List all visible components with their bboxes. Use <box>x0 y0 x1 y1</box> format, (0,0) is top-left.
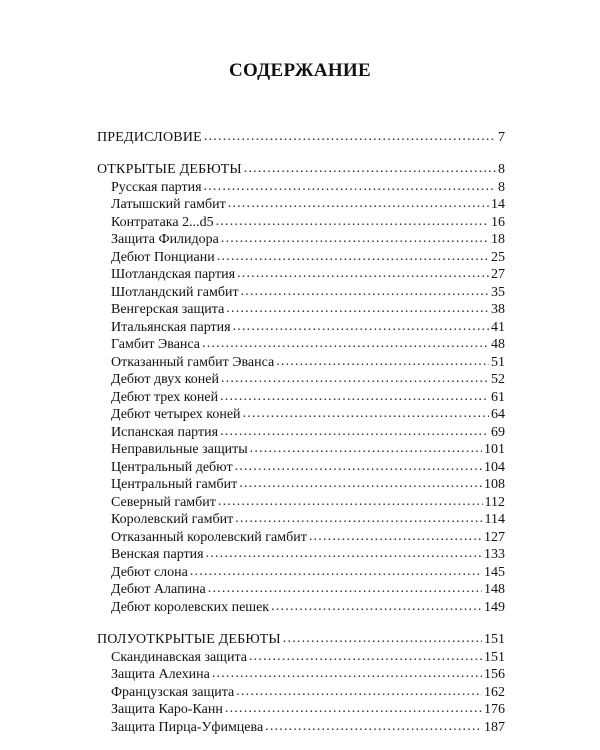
dot-leader <box>202 335 489 352</box>
toc-entry-page: 187 <box>484 719 505 735</box>
toc-entry <box>111 511 505 528</box>
toc-entry-label: Неправильные защиты <box>111 442 248 457</box>
toc-section-open-openings <box>97 161 505 178</box>
toc-entry-page: 176 <box>484 702 505 717</box>
dot-leader <box>226 300 489 317</box>
toc-entry <box>111 719 505 736</box>
toc-entry-label: Итальянская партия <box>111 319 231 335</box>
toc-entry <box>111 649 505 666</box>
toc-entry-page: 52 <box>491 372 505 387</box>
toc-entry-label: Защита Филидора <box>111 232 219 247</box>
dot-leader <box>204 128 496 145</box>
toc-entry-page: 7 <box>498 130 505 145</box>
toc-entry <box>111 424 505 441</box>
dot-leader <box>236 683 482 700</box>
dot-leader <box>217 248 489 265</box>
dot-leader <box>244 160 496 177</box>
toc-entry-label: Испанская партия <box>111 424 219 440</box>
toc-entry <box>111 301 505 318</box>
toc-entry-label: Контратака 2...d5 <box>111 214 214 230</box>
toc-section-label: ОТКРЫТЫЕ ДЕБЮТЫ <box>97 162 242 177</box>
toc-entry <box>111 441 505 458</box>
toc-entry-page: 16 <box>491 214 505 230</box>
dot-leader <box>271 598 482 615</box>
toc-entry-page: 64 <box>491 407 505 422</box>
toc-entry <box>111 476 505 493</box>
toc-entry-page: 14 <box>491 197 505 212</box>
dot-leader <box>206 545 482 562</box>
toc-entry-label: Гамбит Эванса <box>111 337 201 352</box>
toc-entry-page: 48 <box>491 337 505 352</box>
toc-entry-label: ПРЕДИСЛОВИЕ <box>97 130 202 145</box>
toc-entry-label: Дебют королевских пешек <box>111 599 270 615</box>
toc-section-semi-open-openings <box>97 631 505 648</box>
toc-entry-label: Дебют слона <box>111 564 188 580</box>
toc-entry <box>111 319 505 336</box>
toc-entry-page: 162 <box>484 684 505 700</box>
toc-entry-label: Отказанный гамбит Эванса <box>111 354 275 370</box>
dot-leader <box>212 665 482 682</box>
toc-entry-page: 104 <box>484 459 505 475</box>
dot-leader <box>265 718 482 735</box>
toc-entry-label: Дебют двух коней <box>111 372 219 387</box>
toc-entry-page: 148 <box>484 582 505 597</box>
dot-leader <box>243 405 489 422</box>
toc-entry <box>111 266 505 283</box>
toc-entry <box>111 581 505 598</box>
toc-entry <box>111 701 505 718</box>
dot-leader <box>233 318 489 335</box>
toc-entry <box>111 336 505 353</box>
dot-leader <box>235 510 482 527</box>
toc-entry-page: 61 <box>491 389 505 405</box>
toc-entry <box>111 564 505 581</box>
dot-leader <box>276 353 489 370</box>
toc-entry <box>111 179 505 196</box>
toc-entry <box>111 214 505 231</box>
toc-section-page: 151 <box>484 632 505 647</box>
toc-entry-label: Шотландская партия <box>111 267 236 282</box>
page-title: СОДЕРЖАНИЕ <box>229 60 371 81</box>
dot-leader <box>250 440 482 457</box>
toc-entry-label: Французская защита <box>111 684 235 700</box>
toc-section-page: 8 <box>498 162 505 177</box>
toc-entry-page: 151 <box>484 649 505 665</box>
toc-entry-label: Шотландский гамбит <box>111 284 239 300</box>
toc-entry-page: 51 <box>491 354 505 370</box>
toc-entry-label: Скандинавская защита <box>111 649 247 665</box>
toc-entry-page: 101 <box>484 442 505 457</box>
toc-entry-page: 149 <box>484 599 505 615</box>
dot-leader <box>204 178 496 195</box>
toc-entry <box>111 406 505 423</box>
dot-leader <box>235 458 482 475</box>
dot-leader <box>190 563 482 580</box>
toc-entry-page: 114 <box>484 512 505 527</box>
dot-leader <box>221 230 489 247</box>
dot-leader <box>220 423 489 440</box>
dot-leader <box>228 195 489 212</box>
toc-entry-label: Дебют Понциани <box>111 249 215 265</box>
dot-leader <box>221 370 489 387</box>
toc-entry-label: Латышский гамбит <box>111 197 226 212</box>
toc-entry-page: 38 <box>491 302 505 317</box>
toc-entry-page: 18 <box>491 232 505 247</box>
toc-entry <box>111 529 505 546</box>
dot-leader <box>241 283 489 300</box>
toc-entry-label: Русская партия <box>111 179 202 195</box>
dot-leader <box>218 493 483 510</box>
dot-leader <box>220 388 489 405</box>
toc-entry-label: Центральный гамбит <box>111 477 238 492</box>
toc-entry-label: Отказанный королевский гамбит <box>111 529 307 545</box>
toc-entry-page: 127 <box>484 529 505 545</box>
toc-entry-page: 41 <box>491 319 505 335</box>
toc-section-label: ПОЛУОТКРЫТЫЕ ДЕБЮТЫ <box>97 632 281 647</box>
toc-entry-label: Королевский гамбит <box>111 512 234 527</box>
dot-leader <box>216 213 489 230</box>
toc-entry-label: Защита Каро-Канн <box>111 702 223 717</box>
toc-entry-page: 145 <box>484 564 505 580</box>
dot-leader <box>239 475 482 492</box>
toc-entry <box>111 231 505 248</box>
toc-entry <box>111 354 505 371</box>
toc-entry-page: 69 <box>491 424 505 440</box>
toc-entry-label: Защита Алехина <box>111 667 210 682</box>
toc-entry <box>111 494 505 511</box>
toc-entry <box>111 196 505 213</box>
toc-entry-label: Дебют Алапина <box>111 582 206 597</box>
dot-leader <box>225 700 482 717</box>
toc-entry-page: 25 <box>491 249 505 265</box>
toc-entry-preface <box>97 129 505 146</box>
dot-leader <box>208 580 482 597</box>
toc-entry-label: Венгерская защита <box>111 302 225 317</box>
toc-entry-label: Венская партия <box>111 547 204 562</box>
toc-entry-page: 133 <box>484 547 505 562</box>
toc-entry-label: Защита Пирца-Уфимцева <box>111 719 264 735</box>
toc-entry-page: 156 <box>484 667 505 682</box>
toc-entry-label: Центральный дебют <box>111 459 233 475</box>
toc-entry-page: 35 <box>491 284 505 300</box>
toc-entry <box>111 684 505 701</box>
toc-entry-page: 108 <box>484 477 505 492</box>
toc-entry-label: Дебют четырех коней <box>111 407 241 422</box>
toc-entry <box>111 389 505 406</box>
toc-entry-label: Северный гамбит <box>111 494 216 510</box>
toc-entry <box>111 284 505 301</box>
toc-entry <box>111 546 505 563</box>
dot-leader <box>237 265 489 282</box>
dot-leader <box>283 630 482 647</box>
dot-leader <box>309 528 482 545</box>
dot-leader <box>249 648 482 665</box>
toc-entry-page: 8 <box>498 179 505 195</box>
toc-entry <box>111 371 505 388</box>
toc-entry-page: 27 <box>491 267 505 282</box>
toc-entry <box>111 666 505 683</box>
toc-entry-label: Дебют трех коней <box>111 389 219 405</box>
toc-entry <box>111 459 505 476</box>
toc-entry <box>111 249 505 266</box>
toc-entry-page: 112 <box>484 494 505 510</box>
toc-entry <box>111 599 505 616</box>
